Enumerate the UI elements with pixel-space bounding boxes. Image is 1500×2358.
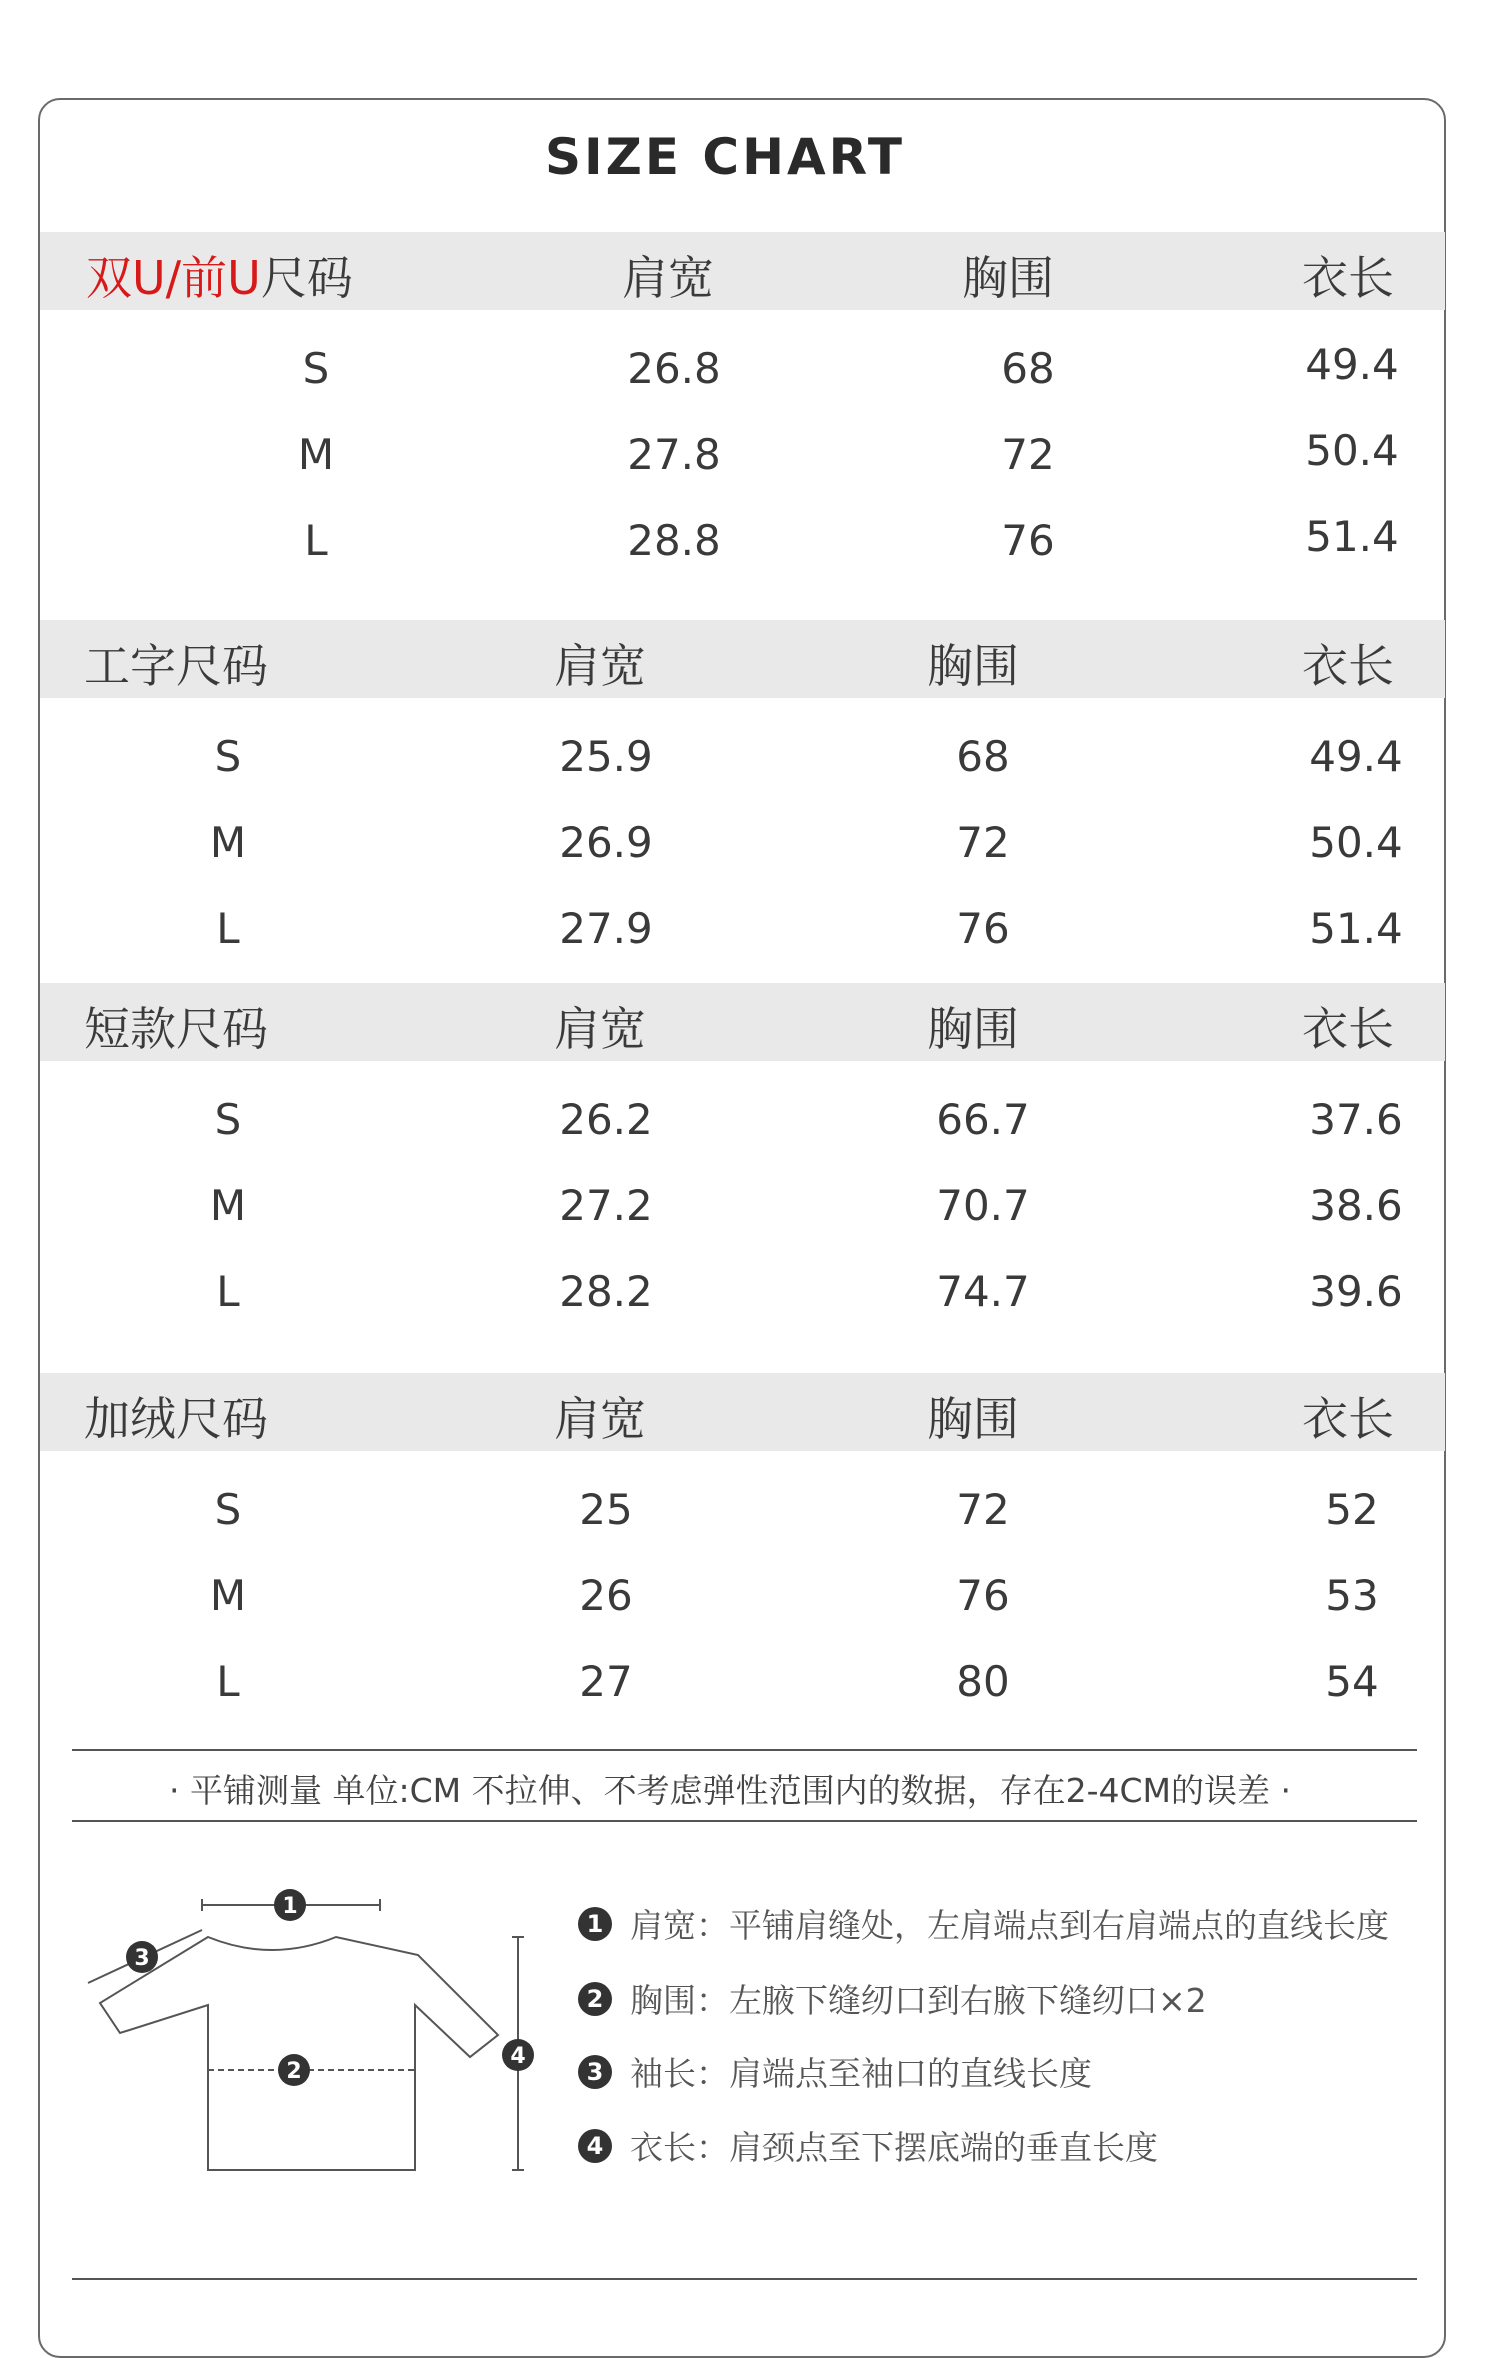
- section4-chest: 80: [956, 1657, 1010, 1706]
- section3-col-shoulder: 肩宽: [554, 1002, 646, 1056]
- section2-chest: 68: [956, 732, 1010, 781]
- section3-size: S: [214, 1095, 242, 1144]
- legend-text: 肩宽：平铺肩缝处，左肩端点到右肩端点的直线长度: [630, 1906, 1389, 1945]
- diagram-marker-1: [274, 1889, 306, 1921]
- section4-shoulder: 25: [579, 1485, 633, 1534]
- note-top-divider: [72, 1749, 1417, 1751]
- section4-size: M: [209, 1571, 247, 1620]
- section3-size: L: [216, 1267, 240, 1316]
- section2-shoulder: 27.9: [559, 904, 653, 953]
- section3-col-chest: 胸围: [927, 1002, 1019, 1056]
- garment-measure-diagram: [80, 1885, 550, 2185]
- section1-col-shoulder: 肩宽: [622, 251, 714, 305]
- legend-number-badge: 4: [578, 2129, 612, 2163]
- section2-col-shoulder: 肩宽: [554, 639, 646, 693]
- section3-length: 37.6: [1309, 1095, 1403, 1144]
- section3-length: 38.6: [1309, 1181, 1403, 1230]
- section4-chest: 76: [956, 1571, 1010, 1620]
- section3-chest: 66.7: [936, 1095, 1030, 1144]
- section2-label: 工字尺码: [84, 639, 268, 693]
- section1-shoulder: 28.8: [627, 516, 721, 565]
- diagram-marker-2: [278, 2054, 310, 2086]
- legend-number-badge: 2: [578, 1982, 612, 2016]
- section4-size: L: [216, 1657, 240, 1706]
- section1-shoulder: 27.8: [627, 430, 721, 479]
- section2-chest: 72: [956, 818, 1010, 867]
- section1-shoulder: 26.8: [627, 344, 721, 393]
- legend-item-length: [578, 2122, 1158, 2169]
- diagram-marker-3-label: 3: [134, 1946, 150, 1971]
- chart-title: SIZE CHART: [544, 128, 906, 186]
- legend-number-badge: 3: [578, 2055, 612, 2089]
- bottom-divider: [72, 2278, 1417, 2280]
- section1-chest: 76: [1001, 516, 1055, 565]
- section2-length: 50.4: [1309, 818, 1403, 867]
- section3-label: 短款尺码: [84, 1002, 268, 1056]
- section4-shoulder: 26: [579, 1571, 633, 1620]
- legend-number-badge: 1: [578, 1907, 612, 1941]
- legend-item-chest: [578, 1975, 1207, 2022]
- section4-chest: 72: [956, 1485, 1010, 1534]
- legend-text: 袖长：肩端点至袖口的直线长度: [630, 2054, 1092, 2093]
- section2-size: L: [216, 904, 240, 953]
- legend-item-shoulder: [578, 1900, 1389, 1947]
- section1-label: [86, 242, 353, 308]
- legend-text: 衣长：肩颈点至下摆底端的垂直长度: [630, 2128, 1158, 2167]
- section2-length: 49.4: [1309, 732, 1403, 781]
- section3-chest: 70.7: [936, 1181, 1030, 1230]
- diagram-marker-3: [126, 1941, 158, 1973]
- section2-shoulder: 25.9: [559, 732, 653, 781]
- section1-length: 50.4: [1305, 426, 1399, 475]
- note-bottom-divider: [72, 1820, 1417, 1822]
- section3-shoulder: 28.2: [559, 1267, 653, 1316]
- section4-col-shoulder: 肩宽: [554, 1392, 646, 1446]
- section2-shoulder: 26.9: [559, 818, 653, 867]
- section2-col-length: 衣长: [1302, 639, 1394, 693]
- section1-chest: 68: [1001, 344, 1055, 393]
- section2-size: M: [209, 818, 247, 867]
- section4-label: 加绒尺码: [84, 1392, 268, 1446]
- section1-size: M: [297, 430, 335, 479]
- section1-label-prefix: 双U/前U: [86, 251, 261, 305]
- section2-size: S: [214, 732, 242, 781]
- section1-chest: 72: [1001, 430, 1055, 479]
- section2-chest: 76: [956, 904, 1010, 953]
- section3-shoulder: 26.2: [559, 1095, 653, 1144]
- section4-shoulder: 27: [579, 1657, 633, 1706]
- section3-size: M: [209, 1181, 247, 1230]
- diagram-marker-4: [502, 2039, 534, 2071]
- section4-length: 52: [1325, 1485, 1379, 1534]
- section3-col-length: 衣长: [1302, 1002, 1394, 1056]
- section1-size: L: [304, 516, 328, 565]
- section3-length: 39.6: [1309, 1267, 1403, 1316]
- section1-size: S: [302, 344, 330, 393]
- section2-length: 51.4: [1309, 904, 1403, 953]
- section1-col-chest: 胸围: [962, 251, 1054, 305]
- section1-col-length: 衣长: [1302, 251, 1394, 305]
- section4-col-length: 衣长: [1302, 1392, 1394, 1446]
- section1-label-suffix: 尺码: [260, 251, 353, 305]
- diagram-marker-2-label: 2: [286, 2059, 302, 2084]
- legend-item-sleeve: [578, 2048, 1092, 2095]
- legend-text: 胸围：左腋下缝纫口到右腋下缝纫口×2: [630, 1981, 1207, 2020]
- diagram-marker-1-label: 1: [282, 1894, 298, 1919]
- measurement-note: · 平铺测量 单位:CM 不拉伸、不考虑弹性范围内的数据，存在2-4CM的误差 ·: [169, 1771, 1291, 1810]
- section4-col-chest: 胸围: [927, 1392, 1019, 1446]
- section3-shoulder: 27.2: [559, 1181, 653, 1230]
- diagram-marker-4-label: 4: [510, 2044, 526, 2069]
- section4-length: 54: [1325, 1657, 1379, 1706]
- section1-length: 49.4: [1305, 340, 1399, 389]
- section1-length: 51.4: [1305, 512, 1399, 561]
- section2-col-chest: 胸围: [927, 639, 1019, 693]
- section3-chest: 74.7: [936, 1267, 1030, 1316]
- section4-length: 53: [1325, 1571, 1379, 1620]
- section4-size: S: [214, 1485, 242, 1534]
